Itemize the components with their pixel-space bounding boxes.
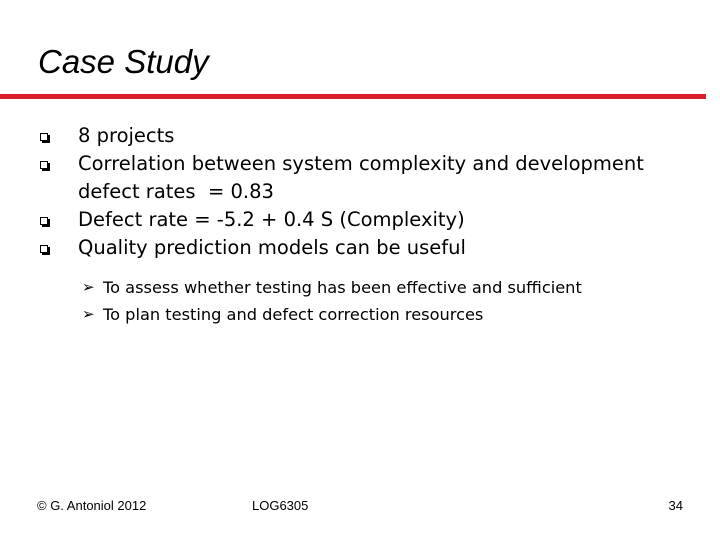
bullet-list <box>40 122 700 262</box>
footer-course: LOG6305 <box>252 498 309 513</box>
sub-bullet-item <box>82 301 702 328</box>
bullet-text-continued: defect rates = 0.83 <box>78 180 274 203</box>
sub-bullet-item <box>82 274 702 301</box>
title-divider <box>0 94 706 99</box>
bullet-item <box>40 150 700 206</box>
bullet-text: Correlation between system complexity and development <box>78 152 644 175</box>
bullet-text: Defect rate = -5.2 + 0.4 S (Complexity) <box>78 208 465 231</box>
sub-bullet-text: To assess whether testing has been effective and sufficient <box>103 278 582 297</box>
footer-copyright: © G. Antoniol 2012 <box>37 498 147 513</box>
sub-bullet-text: To plan testing and defect correction resources <box>103 305 484 324</box>
arrow-bullet-icon: ➢ <box>82 305 95 323</box>
checkbox-bullet-icon <box>40 245 48 253</box>
footer-page-number: 34 <box>668 498 683 513</box>
arrow-bullet-icon: ➢ <box>82 278 95 296</box>
sub-bullet-list <box>82 274 702 328</box>
bullet-item <box>40 234 700 262</box>
bullet-item <box>40 206 700 234</box>
checkbox-bullet-icon <box>40 133 48 141</box>
slide-title: Case Study <box>38 43 209 80</box>
bullet-item <box>40 122 700 150</box>
checkbox-bullet-icon <box>40 161 48 169</box>
bullet-text: 8 projects <box>78 124 175 147</box>
checkbox-bullet-icon <box>40 217 48 225</box>
bullet-text: Quality prediction models can be useful <box>78 236 466 259</box>
